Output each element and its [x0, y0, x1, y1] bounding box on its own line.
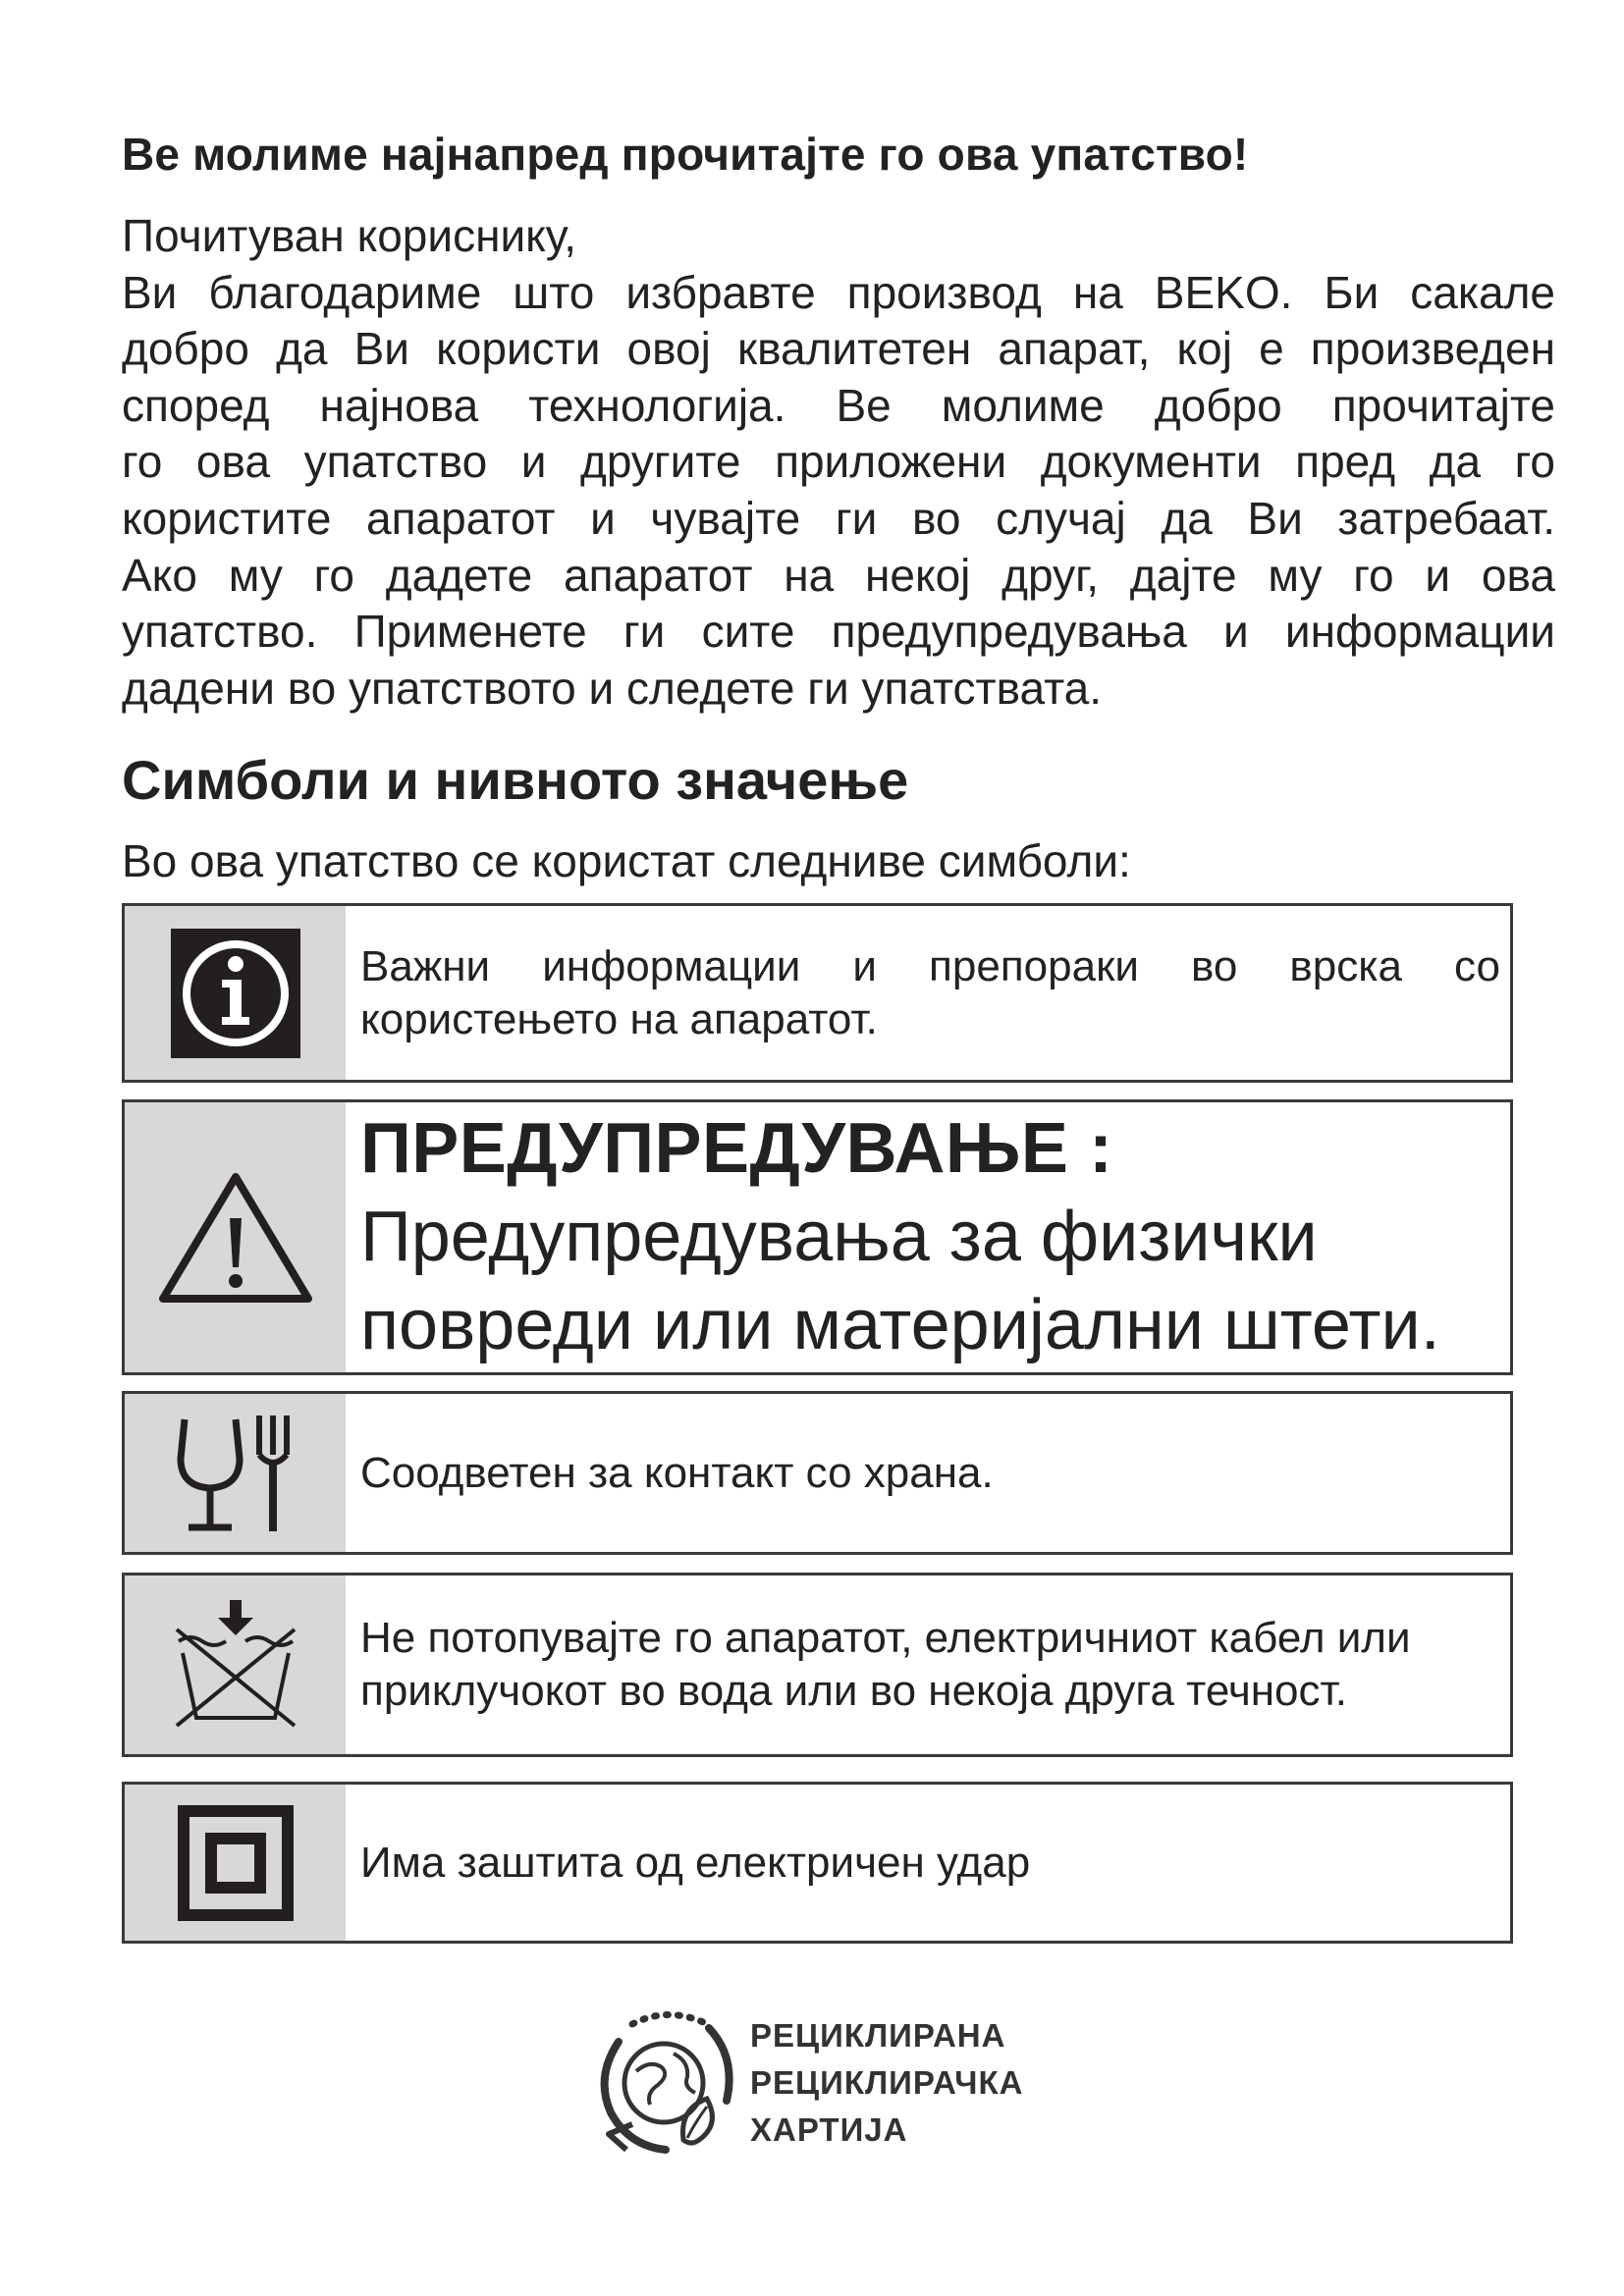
section-subtitle: Во ова упатство се користат следниве симболи: [122, 835, 1131, 886]
icon-cell [125, 1785, 346, 1941]
icon-cell [125, 906, 346, 1080]
symbol-row-food [122, 1391, 1513, 1555]
info-icon [171, 929, 300, 1058]
symbol-text [360, 1102, 1500, 1372]
symbol-text-line: повреди или материјални штети. [360, 1286, 1440, 1364]
icon-cell [125, 1575, 346, 1754]
double-insulation-icon [178, 1805, 294, 1921]
symbol-text [360, 906, 1500, 1080]
recycled-paper-logo [589, 1993, 1080, 2189]
symbol-row-no-immersion [122, 1573, 1513, 1757]
warning-triangle-icon [157, 1169, 314, 1307]
symbol-text-line: Соодветен за контакт со храна. [360, 1448, 994, 1497]
recycle-line: РЕЦИКЛИРАЧКА [750, 2064, 1024, 2101]
intro-line: го ова упатство и другите приложени документи пред да го [122, 436, 1555, 488]
symbol-text-line: Важни информации и препораки во врска со [360, 941, 1500, 990]
no-immersion-icon [167, 1596, 304, 1734]
recycle-line: ХАРТИЈА [750, 2111, 908, 2148]
intro-line: Ви благодариме што избравте производ на BEKO. Би сакале [122, 266, 1555, 318]
intro-line: дадени во упатството и следете ги упатствата. [122, 662, 1102, 714]
symbol-row-warning [122, 1099, 1513, 1375]
icon-cell [125, 1102, 346, 1372]
recycle-label [750, 2012, 1023, 2154]
icon-cell [125, 1394, 346, 1552]
recycle-line: РЕЦИКЛИРАНА [750, 2017, 1006, 2054]
symbol-text-line: Не потопувајте го апаратот, електричниот кабел или [360, 1614, 1411, 1662]
symbol-text-line: приклучокот во вода или во некоја друга течност. [360, 1667, 1348, 1715]
greeting: Почитуван кориснику, [122, 210, 576, 261]
intro-line: упатство. Применете ги сите предупредувања и информации [122, 606, 1555, 658]
recycled-paper-icon [593, 2002, 740, 2169]
page-title: Ве молиме најнапред прочитајте го ова упатство! [122, 129, 1249, 180]
food-contact-icon [167, 1410, 304, 1537]
symbol-text [360, 1575, 1500, 1754]
symbol-text [360, 1785, 1500, 1941]
intro-paragraph [122, 208, 1555, 717]
symbol-text-line: Има заштита од електричен удар [360, 1838, 1031, 1887]
intro-line: користите апаратот и чувајте ги во случај да Ви затребаат. [122, 492, 1555, 544]
symbol-row-double-insulation [122, 1782, 1513, 1944]
intro-line: според најнова технологија. Ве молиме добро прочитајте [122, 379, 1555, 431]
symbol-text-line: Предупредувања за физички [360, 1198, 1318, 1276]
symbol-row-info [122, 903, 1513, 1083]
symbol-text [360, 1394, 1500, 1552]
warning-title: ПРЕДУПРЕДУВАЊЕ : [360, 1109, 1113, 1188]
symbol-text-line: користењето на апаратот. [360, 994, 878, 1043]
intro-line: добро да Ви користи овој квалитетен апарат, кој е произведен [122, 323, 1555, 375]
intro-line: Ако му го дадете апаратот на некој друг, дајте му го и ова [122, 549, 1555, 601]
section-title: Симболи и нивното значење [122, 749, 909, 811]
